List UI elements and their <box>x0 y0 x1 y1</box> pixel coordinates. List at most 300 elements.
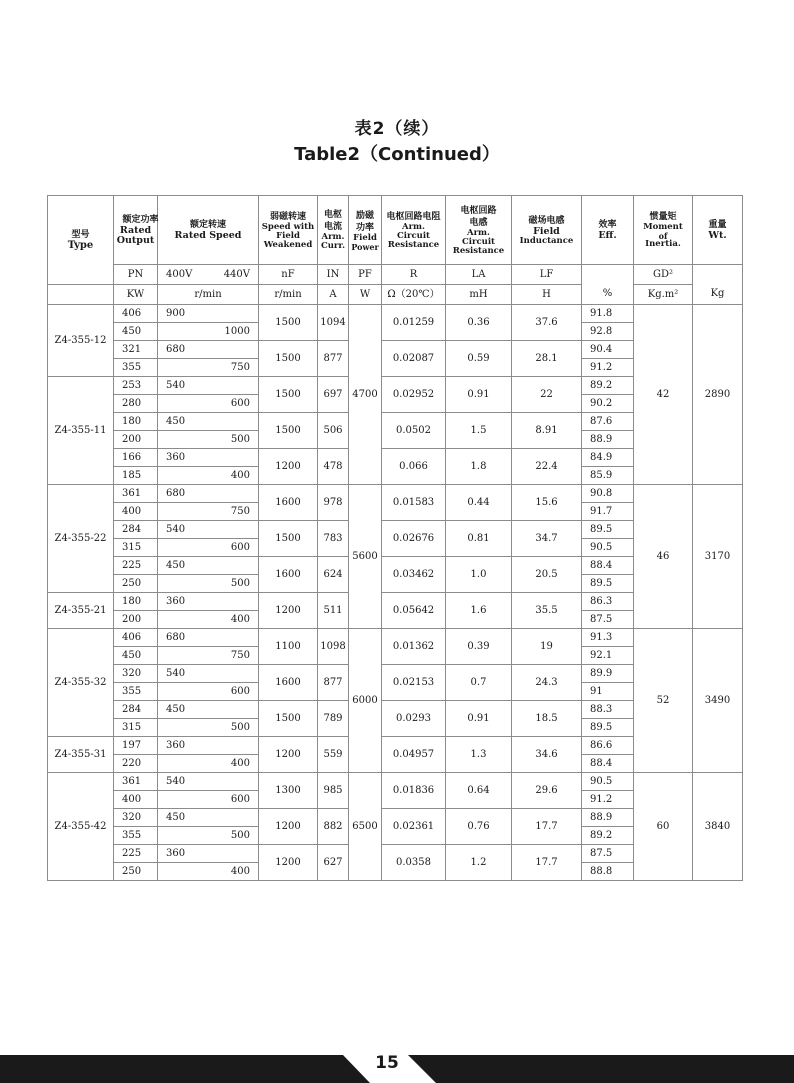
efficiency-cell: 90.8 <box>582 485 634 503</box>
arm-current-cell: 1094 <box>318 305 349 341</box>
symbol-pf: PF <box>349 265 382 285</box>
type-cell: Z4-355-42 <box>48 773 114 881</box>
output-cell: 250 <box>114 575 158 593</box>
resistance-cell: 0.02676 <box>382 521 446 557</box>
unit-type-blank <box>48 285 114 305</box>
weight-cell: 3490 <box>693 629 743 773</box>
output-cell: 250 <box>114 863 158 881</box>
table-row <box>48 773 743 791</box>
speed-weakened-cell: 1500 <box>259 377 318 413</box>
header-weak-en1: Speed with <box>261 221 315 232</box>
header-output-cn: 额定功率 <box>122 215 159 225</box>
symbol-gd2: GD² <box>634 265 693 285</box>
rated-speed-cell <box>158 809 259 827</box>
output-cell: 197 <box>114 737 158 755</box>
rated-speed-cell <box>158 755 259 773</box>
table-body <box>48 305 743 881</box>
header-output-en1: Rated <box>119 225 152 236</box>
header-arm-current <box>318 196 349 265</box>
resistance-cell: 0.02153 <box>382 665 446 701</box>
rated-speed-cell <box>158 845 259 863</box>
unit-output: KW <box>114 285 158 305</box>
field-inductance-cell: 34.6 <box>512 737 582 773</box>
field-inductance-cell: 19 <box>512 629 582 665</box>
table-row <box>48 629 743 647</box>
rated-speed-cell <box>158 557 259 575</box>
type-cell: Z4-355-11 <box>48 377 114 485</box>
rated-speed-cell <box>158 647 259 665</box>
header-res-en2: Circuit <box>397 230 430 241</box>
symbol-nf: nF <box>259 265 318 285</box>
efficiency-cell: 87.6 <box>582 413 634 431</box>
output-cell: 166 <box>114 449 158 467</box>
rated-speed-cell <box>158 683 259 701</box>
unit-field: W <box>349 285 382 305</box>
output-cell: 320 <box>114 665 158 683</box>
type-cell: Z4-355-21 <box>48 593 114 629</box>
speed-400v: 360 <box>166 739 186 751</box>
speed-440v: 750 <box>230 649 250 661</box>
efficiency-cell: 86.3 <box>582 593 634 611</box>
header-ind-en1: Arm. <box>466 227 491 238</box>
resistance-cell: 0.066 <box>382 449 446 485</box>
speed-400v: 680 <box>166 343 186 355</box>
inductance-cell: 1.6 <box>446 593 512 629</box>
output-cell: 225 <box>114 845 158 863</box>
efficiency-cell: 90.5 <box>582 539 634 557</box>
table-row <box>48 485 743 503</box>
unit-eff: % <box>582 285 634 305</box>
header-ind-cn2: 电感 <box>469 217 488 228</box>
efficiency-cell: 91 <box>582 683 634 701</box>
inductance-cell: 0.7 <box>446 665 512 701</box>
header-mom-cn: 惯量矩 <box>649 212 677 222</box>
rated-speed-cell <box>158 611 259 629</box>
speed-weakened-cell: 1500 <box>259 413 318 449</box>
header-output-en2: Output <box>116 235 155 246</box>
efficiency-cell: 89.5 <box>582 575 634 593</box>
weight-cell: 2890 <box>693 305 743 485</box>
symbol-la: LA <box>446 265 512 285</box>
symbol-row <box>48 265 743 285</box>
speed-weakened-cell: 1200 <box>259 809 318 845</box>
efficiency-cell: 87.5 <box>582 611 634 629</box>
output-cell: 361 <box>114 485 158 503</box>
table-title-english: Table2（Continued） <box>294 144 500 165</box>
efficiency-cell: 90.4 <box>582 341 634 359</box>
header-arm-en1: Arm. <box>321 232 345 242</box>
speed-weakened-cell: 1500 <box>259 305 318 341</box>
arm-current-cell: 697 <box>318 377 349 413</box>
unit-res: Ω（20℃） <box>382 285 446 305</box>
resistance-cell: 0.01583 <box>382 485 446 521</box>
header-type-en: Type <box>67 240 94 251</box>
header-eff-cn: 效率 <box>598 220 617 230</box>
efficiency-cell: 90.2 <box>582 395 634 413</box>
efficiency-cell: 92.8 <box>582 323 634 341</box>
speed-weakened-cell: 1600 <box>259 557 318 593</box>
rated-speed-cell <box>158 791 259 809</box>
rated-speed-cell <box>158 629 259 647</box>
speed-440v: 500 <box>230 721 250 733</box>
symbol-pn: PN <box>114 265 158 285</box>
resistance-cell: 0.05642 <box>382 593 446 629</box>
field-inductance-cell: 20.5 <box>512 557 582 593</box>
efficiency-cell: 91.3 <box>582 629 634 647</box>
efficiency-cell: 90.5 <box>582 773 634 791</box>
header-wt-cn: 重量 <box>708 220 727 230</box>
header-res-en3: Resistance <box>387 239 440 250</box>
header-arm-en2: Curr. <box>320 241 346 251</box>
arm-current-cell: 627 <box>318 845 349 881</box>
header-row <box>48 196 743 265</box>
output-cell: 361 <box>114 773 158 791</box>
efficiency-cell: 89.2 <box>582 377 634 395</box>
speed-400v: 450 <box>166 559 186 571</box>
output-cell: 315 <box>114 719 158 737</box>
output-cell: 315 <box>114 539 158 557</box>
header-find-en2: Inductance <box>519 235 574 246</box>
rated-speed-cell <box>158 737 259 755</box>
inductance-cell: 0.91 <box>446 701 512 737</box>
unit-row <box>48 285 743 305</box>
rated-speed-cell <box>158 665 259 683</box>
header-arm-circuit-inductance <box>446 196 512 265</box>
output-cell: 400 <box>114 503 158 521</box>
efficiency-cell: 88.4 <box>582 755 634 773</box>
speed-440v: 1000 <box>224 325 250 337</box>
header-speed-weakened <box>259 196 318 265</box>
speed-440v: 600 <box>230 793 250 805</box>
header-arm-cn2: 电流 <box>323 222 342 232</box>
page-number: 15 <box>375 1053 399 1073</box>
resistance-cell: 0.01362 <box>382 629 446 665</box>
efficiency-cell: 89.9 <box>582 665 634 683</box>
field-inductance-cell: 37.6 <box>512 305 582 341</box>
speed-400v: 360 <box>166 451 186 463</box>
output-cell: 406 <box>114 629 158 647</box>
inductance-cell: 0.59 <box>446 341 512 377</box>
efficiency-cell: 91.7 <box>582 503 634 521</box>
header-field-en1: Field <box>353 232 377 243</box>
arm-current-cell: 882 <box>318 809 349 845</box>
speed-400v: 900 <box>166 307 186 319</box>
arm-current-cell: 783 <box>318 521 349 557</box>
speed-400v: 360 <box>166 595 186 607</box>
unit-wt: Kg <box>693 285 743 305</box>
field-inductance-cell: 18.5 <box>512 701 582 737</box>
efficiency-cell: 89.5 <box>582 521 634 539</box>
inductance-cell: 1.3 <box>446 737 512 773</box>
header-field-inductance <box>512 196 582 265</box>
speed-440v: 500 <box>230 577 250 589</box>
speed-400v: 680 <box>166 631 186 643</box>
efficiency-cell: 84.9 <box>582 449 634 467</box>
resistance-cell: 0.0502 <box>382 413 446 449</box>
speed-weakened-cell: 1200 <box>259 845 318 881</box>
efficiency-cell: 88.9 <box>582 809 634 827</box>
speed-weakened-cell: 1600 <box>259 485 318 521</box>
output-cell: 450 <box>114 647 158 665</box>
inductance-cell: 1.0 <box>446 557 512 593</box>
arm-current-cell: 1098 <box>318 629 349 665</box>
speed-weakened-cell: 1200 <box>259 593 318 629</box>
speed-400v: 540 <box>166 379 186 391</box>
field-inductance-cell: 15.6 <box>512 485 582 521</box>
speed-440v: 500 <box>230 433 250 445</box>
output-cell: 180 <box>114 593 158 611</box>
header-efficiency <box>582 196 634 265</box>
speed-400v: 680 <box>166 487 186 499</box>
output-cell: 280 <box>114 395 158 413</box>
speed-400v: 540 <box>166 523 186 535</box>
header-find-en1: Field <box>533 225 560 237</box>
header-speed-en: Rated Speed <box>174 230 242 241</box>
inductance-cell: 0.36 <box>446 305 512 341</box>
rated-speed-cell <box>158 521 259 539</box>
output-cell: 355 <box>114 359 158 377</box>
motor-spec-table <box>47 195 743 881</box>
field-inductance-cell: 34.7 <box>512 521 582 557</box>
unit-mom: Kg.m² <box>634 285 693 305</box>
output-cell: 220 <box>114 755 158 773</box>
header-field-cn2: 功率 <box>355 222 374 233</box>
resistance-cell: 0.02361 <box>382 809 446 845</box>
inductance-cell: 0.91 <box>446 377 512 413</box>
resistance-cell: 0.0293 <box>382 701 446 737</box>
efficiency-cell: 89.5 <box>582 719 634 737</box>
header-wt-en: Wt. <box>708 230 727 241</box>
rated-speed-cell <box>158 341 259 359</box>
rated-speed-cell <box>158 773 259 791</box>
efficiency-cell: 91.2 <box>582 791 634 809</box>
speed-440v: 750 <box>230 505 250 517</box>
speed-weakened-cell: 1500 <box>259 701 318 737</box>
speed-weakened-cell: 1500 <box>259 521 318 557</box>
speed-440v: 600 <box>230 541 250 553</box>
rated-speed-cell <box>158 863 259 881</box>
field-power-cell: 6000 <box>349 629 382 773</box>
speed-440v: 500 <box>230 829 250 841</box>
output-cell: 284 <box>114 521 158 539</box>
type-cell: Z4-355-22 <box>48 485 114 593</box>
output-cell: 225 <box>114 557 158 575</box>
inductance-cell: 0.64 <box>446 773 512 809</box>
speed-weakened-cell: 1200 <box>259 449 318 485</box>
header-ind-en2: Circuit <box>462 236 495 247</box>
speed-440v: 750 <box>230 361 250 373</box>
field-inductance-cell: 35.5 <box>512 593 582 629</box>
rated-speed-cell <box>158 485 259 503</box>
header-field-power <box>349 196 382 265</box>
efficiency-cell: 91.8 <box>582 305 634 323</box>
weight-cell: 3840 <box>693 773 743 881</box>
header-arm-circuit-resistance <box>382 196 446 265</box>
rated-speed-cell <box>158 359 259 377</box>
unit-arm: A <box>318 285 349 305</box>
header-ind-en3: Resistance <box>452 245 505 256</box>
output-cell: 355 <box>114 683 158 701</box>
resistance-cell: 0.02952 <box>382 377 446 413</box>
unit-speed: r/min <box>158 285 259 305</box>
header-ind-cn1: 电枢回路 <box>460 205 497 216</box>
arm-current-cell: 877 <box>318 665 349 701</box>
rated-speed-cell <box>158 593 259 611</box>
field-power-cell: 4700 <box>349 305 382 485</box>
header-rated-speed <box>158 196 259 265</box>
field-power-cell: 5600 <box>349 485 382 629</box>
speed-weakened-cell: 1200 <box>259 737 318 773</box>
resistance-cell: 0.02087 <box>382 341 446 377</box>
rated-speed-cell <box>158 449 259 467</box>
header-field-en2: Power <box>351 241 379 252</box>
arm-current-cell: 506 <box>318 413 349 449</box>
speed-400v: 540 <box>166 775 186 787</box>
header-weak-cn: 弱磁转速 <box>269 211 306 222</box>
header-weak-en3: Weakened <box>263 239 313 250</box>
symbol-in: IN <box>318 265 349 285</box>
inductance-cell: 0.81 <box>446 521 512 557</box>
rated-speed-cell <box>158 305 259 323</box>
field-inductance-cell: 17.7 <box>512 809 582 845</box>
output-cell: 180 <box>114 413 158 431</box>
resistance-cell: 0.0358 <box>382 845 446 881</box>
efficiency-cell: 91.2 <box>582 359 634 377</box>
header-mom-en1: Moment <box>643 222 683 232</box>
header-speed-cn: 额定转速 <box>189 220 226 230</box>
header-moment-of-inertia <box>634 196 693 265</box>
rated-speed-cell <box>158 467 259 485</box>
header-output <box>114 196 158 265</box>
moment-of-inertia-cell: 46 <box>634 485 693 629</box>
output-cell: 406 <box>114 305 158 323</box>
inductance-cell: 0.44 <box>446 485 512 521</box>
speed-440v: 400 <box>230 865 250 877</box>
efficiency-cell: 88.4 <box>582 557 634 575</box>
rated-speed-cell <box>158 827 259 845</box>
header-mom-en3: Inertia. <box>645 239 681 249</box>
efficiency-cell: 85.9 <box>582 467 634 485</box>
arm-current-cell: 978 <box>318 485 349 521</box>
arm-current-cell: 478 <box>318 449 349 485</box>
unit-weak: r/min <box>259 285 318 305</box>
field-inductance-cell: 29.6 <box>512 773 582 809</box>
symbol-voltages <box>158 265 259 285</box>
rated-speed-cell <box>158 701 259 719</box>
rated-speed-cell <box>158 395 259 413</box>
efficiency-cell: 92.1 <box>582 647 634 665</box>
rated-speed-cell <box>158 413 259 431</box>
unit-find: H <box>512 285 582 305</box>
output-cell: 200 <box>114 611 158 629</box>
speed-440v: 400 <box>230 757 250 769</box>
type-cell: Z4-355-32 <box>48 629 114 737</box>
output-cell: 253 <box>114 377 158 395</box>
symbol-wt-blank <box>693 265 743 285</box>
output-cell: 284 <box>114 701 158 719</box>
arm-current-cell: 877 <box>318 341 349 377</box>
output-cell: 320 <box>114 809 158 827</box>
header-type <box>48 196 114 285</box>
field-inductance-cell: 22.4 <box>512 449 582 485</box>
efficiency-cell: 88.3 <box>582 701 634 719</box>
field-inductance-cell: 24.3 <box>512 665 582 701</box>
symbol-eff-blank <box>582 265 634 285</box>
inductance-cell: 1.5 <box>446 413 512 449</box>
speed-400v: 450 <box>166 415 186 427</box>
arm-current-cell: 985 <box>318 773 349 809</box>
inductance-cell: 1.2 <box>446 845 512 881</box>
output-cell: 355 <box>114 827 158 845</box>
footer-bar-left <box>0 1055 370 1083</box>
symbol-440v: 440V <box>223 268 250 280</box>
rated-speed-cell <box>158 503 259 521</box>
symbol-lf: LF <box>512 265 582 285</box>
symbol-400v: 400V <box>166 268 193 280</box>
table-row <box>48 305 743 323</box>
rated-speed-cell <box>158 431 259 449</box>
moment-of-inertia-cell: 42 <box>634 305 693 485</box>
speed-440v: 600 <box>230 685 250 697</box>
arm-current-cell: 624 <box>318 557 349 593</box>
header-find-cn: 磁场电感 <box>528 215 565 226</box>
moment-of-inertia-cell: 52 <box>634 629 693 773</box>
output-cell: 400 <box>114 791 158 809</box>
speed-weakened-cell: 1300 <box>259 773 318 809</box>
header-eff-en: Eff. <box>598 230 617 241</box>
efficiency-cell: 86.6 <box>582 737 634 755</box>
efficiency-cell: 88.9 <box>582 431 634 449</box>
type-cell: Z4-355-31 <box>48 737 114 773</box>
table-title-chinese: 表2（续） <box>354 119 440 139</box>
arm-current-cell: 559 <box>318 737 349 773</box>
speed-weakened-cell: 1600 <box>259 665 318 701</box>
speed-440v: 400 <box>230 613 250 625</box>
speed-400v: 450 <box>166 703 186 715</box>
inductance-cell: 0.39 <box>446 629 512 665</box>
output-cell: 321 <box>114 341 158 359</box>
speed-weakened-cell: 1100 <box>259 629 318 665</box>
field-inductance-cell: 28.1 <box>512 341 582 377</box>
speed-400v: 540 <box>166 667 186 679</box>
rated-speed-cell <box>158 377 259 395</box>
field-power-cell: 6500 <box>349 773 382 881</box>
header-type-cn: 型号 <box>71 230 90 240</box>
footer-bar-right <box>408 1055 794 1083</box>
speed-400v: 360 <box>166 847 186 859</box>
speed-weakened-cell: 1500 <box>259 341 318 377</box>
arm-current-cell: 789 <box>318 701 349 737</box>
speed-440v: 400 <box>230 469 250 481</box>
resistance-cell: 0.04957 <box>382 737 446 773</box>
speed-400v: 450 <box>166 811 186 823</box>
resistance-cell: 0.01259 <box>382 305 446 341</box>
header-mom-en2: of <box>658 231 668 241</box>
output-cell: 185 <box>114 467 158 485</box>
header-res-cn: 电枢回路电阻 <box>386 211 441 222</box>
efficiency-cell: 87.5 <box>582 845 634 863</box>
efficiency-cell: 88.8 <box>582 863 634 881</box>
header-weight <box>693 196 743 265</box>
inductance-cell: 0.76 <box>446 809 512 845</box>
header-weak-en2: Field <box>276 230 300 241</box>
weight-cell: 3170 <box>693 485 743 629</box>
rated-speed-cell <box>158 539 259 557</box>
efficiency-cell: 89.2 <box>582 827 634 845</box>
header-field-cn1: 励磁 <box>355 210 374 221</box>
field-inductance-cell: 17.7 <box>512 845 582 881</box>
header-arm-cn1: 电枢 <box>323 210 342 220</box>
